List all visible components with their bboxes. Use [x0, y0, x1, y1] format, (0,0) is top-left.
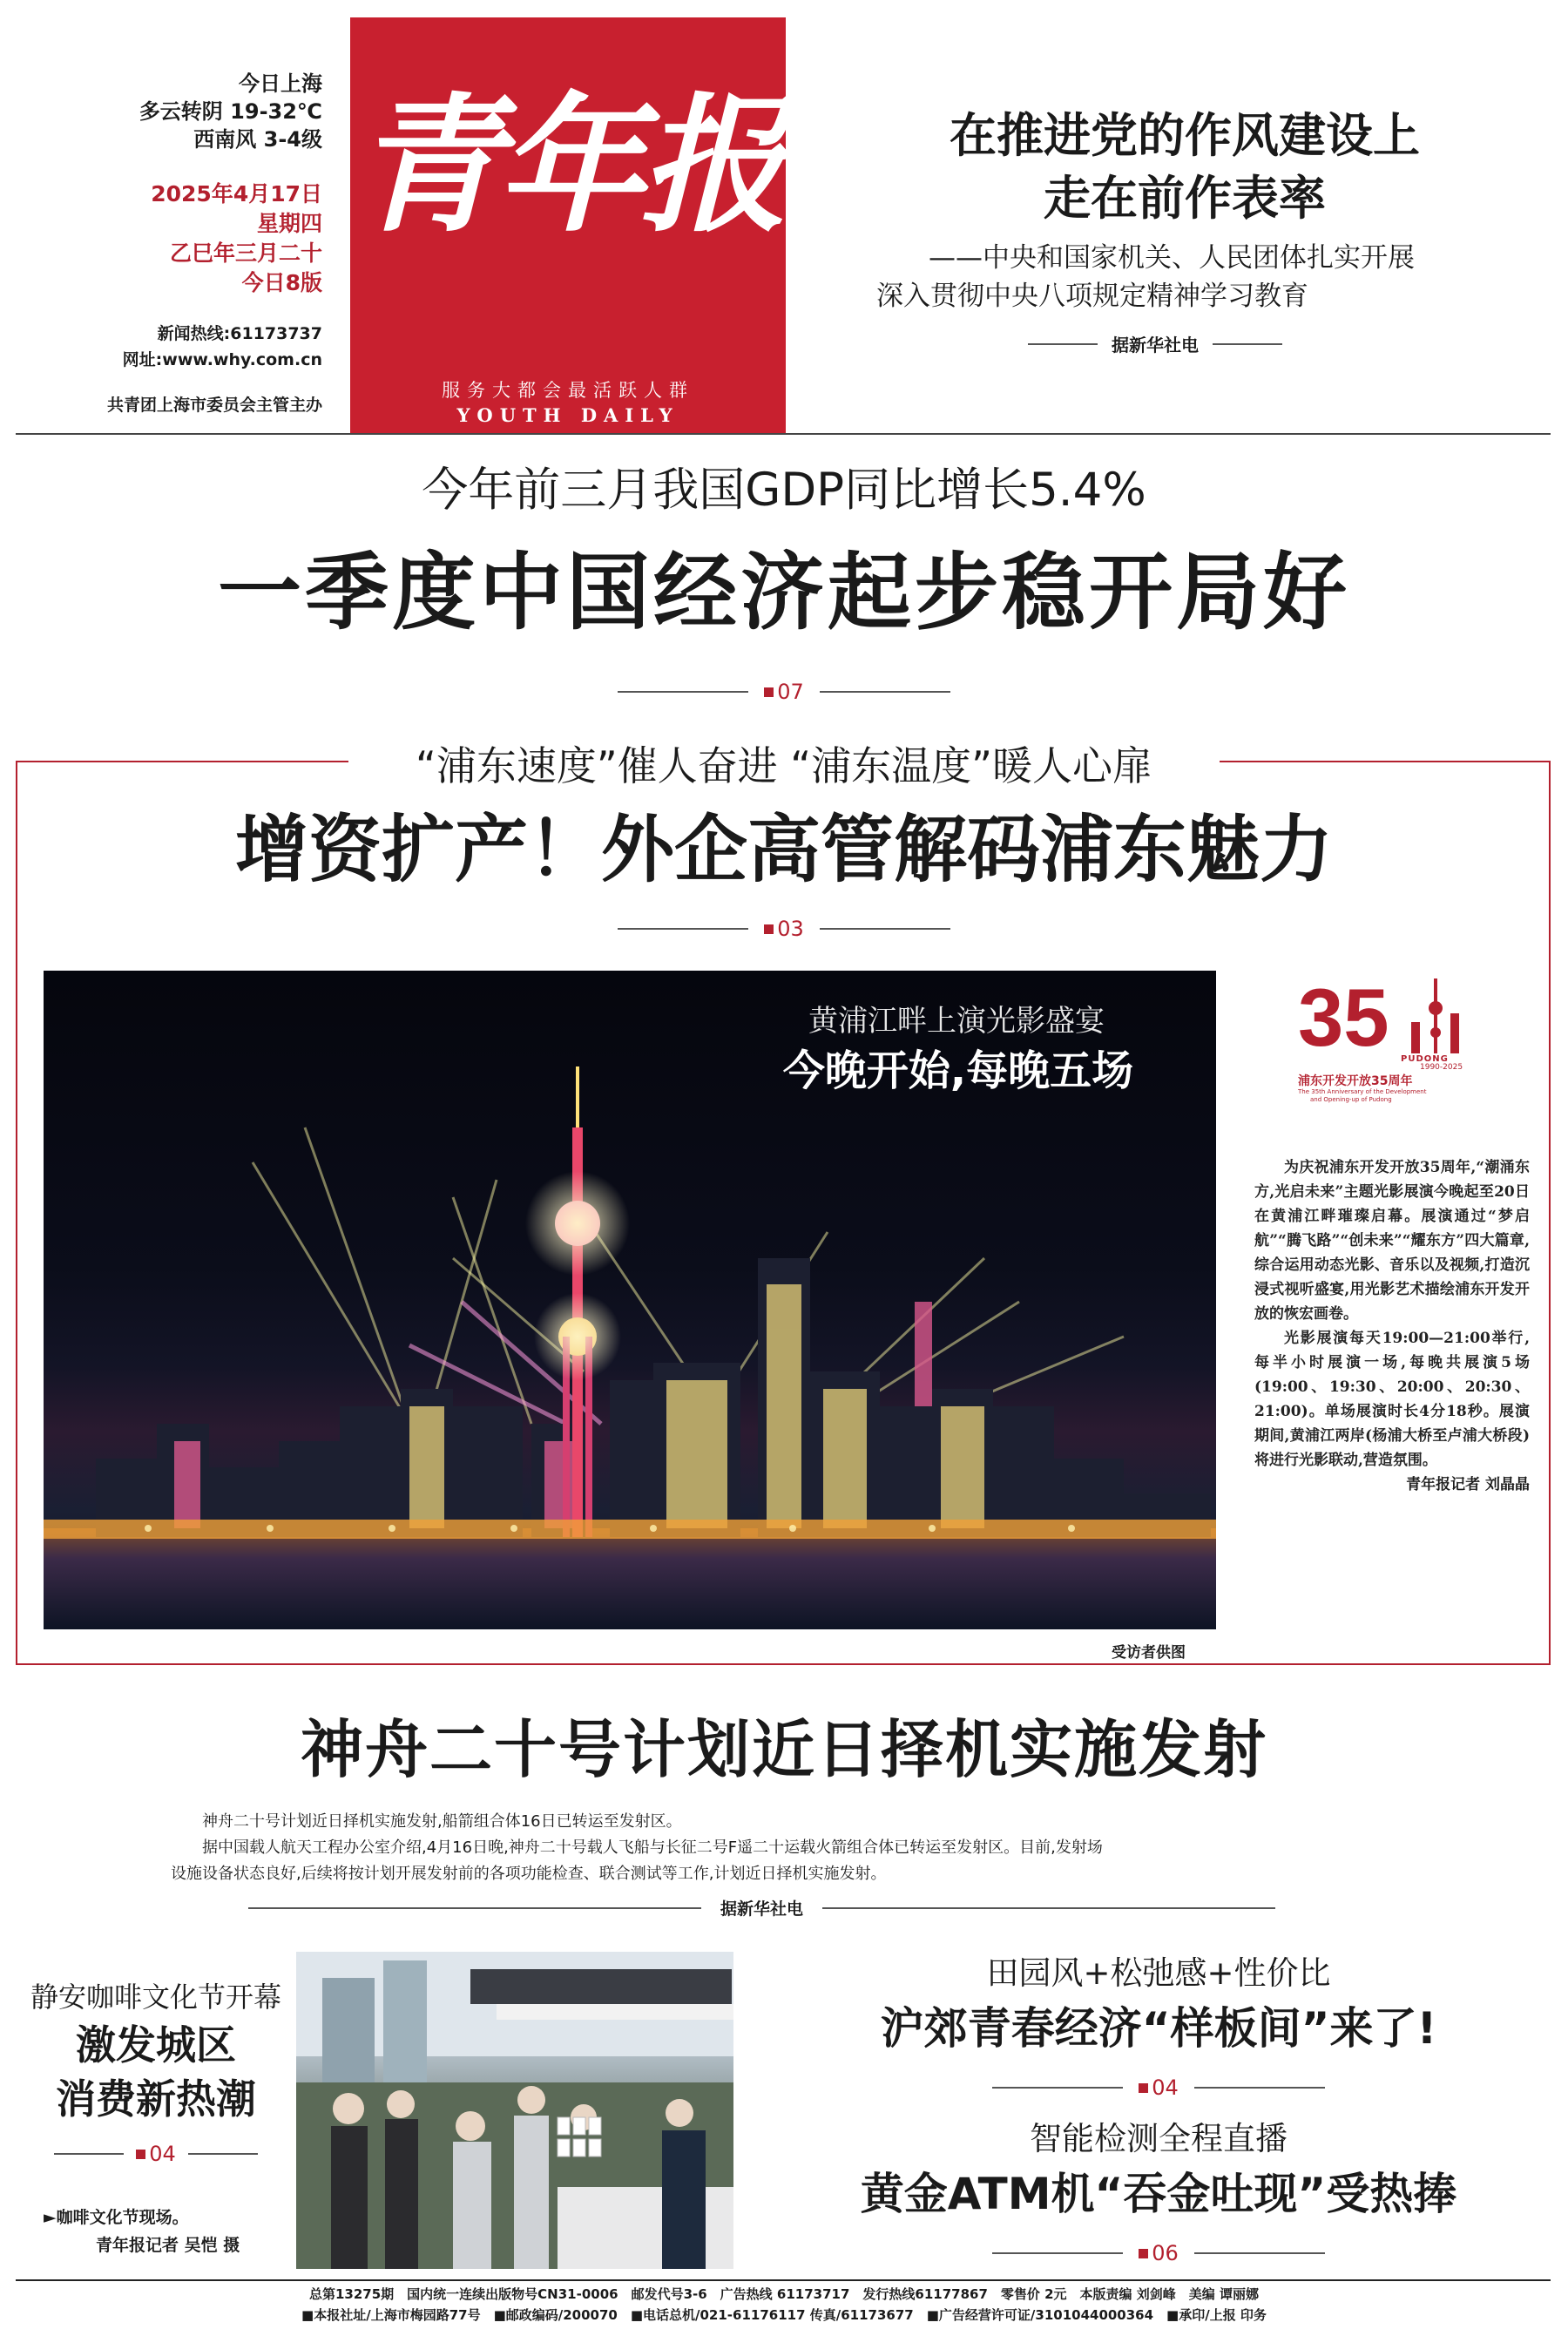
- footer-line-1: 总第13275期 国内统一连续出版物号CN31-0006 邮发代号3-6 广告热线 61173717 发行热线61177867 零售价 2元 本版责编 刘剑峰 美编 谭丽娜: [308, 2286, 1260, 2302]
- masthead-divider: [16, 433, 1551, 435]
- pudong-para-2: 光影展演每天19:00—21:00举行,每半小时展演一场,每晚共展演5场(19:00、19:30、20:00、20:30、21:00)。单场展演时长4分18秒。展演期间,黄浦江两岸(杨浦大桥至卢浦大桥段)将进行光影联动,营造氛围。: [1254, 1330, 1530, 1469]
- coffee-kicker: 静安咖啡文化节开幕: [30, 1981, 281, 2014]
- logo-english: YOUTH DAILY: [456, 404, 679, 426]
- pudong-headline[interactable]: 增资扩产！外企高管解码浦东魅力: [234, 806, 1333, 892]
- logo-en-2: and Opening-up of Pudong: [1310, 1096, 1392, 1103]
- shenzhou-source-text: 据新华社电: [720, 1899, 804, 1919]
- top-story-source-text: 据新华社电: [1112, 335, 1199, 355]
- weather-line1: 今日上海: [239, 71, 322, 96]
- coffee-headline-1: 激发城区: [76, 2021, 236, 2069]
- date-line4: 今日8版: [241, 270, 322, 295]
- pudong-page-number: 03: [777, 917, 804, 941]
- pudong-para-1: 为庆祝浦东开发开放35周年,“潮涌东方,光启未来”主题光影展演今晚起至20日在黄浦江畔璀璨启幕。展演通过“梦启航”“腾飞路”“创未来”“耀东方”四大篇章,综合运用动态光影、音乐以及视频,打造沉浸式视听盛宴,用光影艺术描绘浦东开发开放的恢宏画卷。: [1254, 1159, 1530, 1323]
- shenzhou-line-2: 据中国载人航天工程办公室介绍,4月16日晚,神舟二十号载人飞船与长征二号F遥二十运载火箭组合体已转运至发射区。目前,发射场: [202, 1838, 1103, 1857]
- gdp-page-ref[interactable]: [0, 680, 1568, 704]
- shenzhou-headline[interactable]: 神舟二十号计划近日择机实施发射: [300, 1712, 1267, 1786]
- shenzhou-line-3: 设施设备状态良好,后续将按计划开展发射前的各项功能检查、联合测试等工作,计划近日择机实施发射。: [171, 1865, 887, 1883]
- photo-caption-1: 黄浦江畔上演光影盛宴: [808, 1004, 1105, 1039]
- top-story-title-2: 走在前作表率: [1044, 171, 1326, 226]
- gdp-kicker: 今年前三月我国GDP同比增长5.4%: [422, 464, 1146, 517]
- pudong-35-logo: [1298, 974, 1490, 1114]
- photo-credit: 受访者供图: [1112, 1644, 1186, 1662]
- logo-en-1: The 35th Anniversary of the Development: [1298, 1088, 1427, 1095]
- coffee-byline: 青年报记者 吴恺 摄: [96, 2236, 240, 2255]
- coffee-headline-2: 消费新热潮: [56, 2075, 256, 2123]
- gold-atm-headline: 黄金ATM机“吞金吐现”受热捧: [860, 2169, 1457, 2219]
- hotline: 新闻热线:61173737: [157, 324, 322, 343]
- gold-atm-kicker: 智能检测全程直播: [1030, 2120, 1288, 2157]
- youth-economy-block[interactable]: [767, 1950, 1551, 2060]
- coffee-block[interactable]: [23, 1976, 289, 2126]
- youth-economy-headline: 沪郊青春经济“样板间”来了!: [880, 2003, 1437, 2054]
- date-line3: 乙巳年三月二十: [169, 240, 322, 266]
- weather-line2: 多云转阴 19-32℃: [139, 99, 322, 124]
- coffee-festival-photo: [296, 1952, 733, 2269]
- footer: [0, 2284, 1568, 2326]
- weather-line3: 西南风 3-4级: [193, 127, 322, 152]
- coffee-page-number: 04: [149, 2142, 176, 2166]
- date-line2: 星期四: [256, 211, 322, 236]
- page-marker-icon: [764, 687, 774, 697]
- website: 网址:www.why.com.cn: [122, 350, 322, 369]
- gold-atm-page-ref[interactable]: [767, 2241, 1551, 2265]
- page-marker-icon: [1139, 2249, 1148, 2258]
- coffee-crowd-illustration: [296, 1952, 733, 2269]
- logo-title: 浦东开发开放35周年: [1298, 1074, 1413, 1088]
- top-story-sub-1: ——中央和国家机关、人民团体扎实开展: [929, 242, 1415, 274]
- logo-text: 青年报: [353, 78, 782, 253]
- page-marker-icon: [764, 924, 774, 934]
- youth-economy-page-ref[interactable]: [767, 2075, 1551, 2100]
- top-story-source: [1028, 331, 1282, 356]
- pudong-kicker: “浦东速度”催人奋进 “浦东温度”暖人心扉: [416, 742, 1152, 789]
- gdp-headline[interactable]: 一季度中国经济起步稳开局好: [218, 544, 1350, 641]
- gold-atm-block[interactable]: [767, 2116, 1551, 2225]
- gdp-page-number: 07: [777, 680, 804, 704]
- logo-years: 1990-2025: [1420, 1063, 1463, 1072]
- shenzhou-body: [171, 1809, 1408, 1887]
- masthead-logo: [350, 17, 786, 434]
- top-story-sub-2: 深入贯彻中央八项规定精神学习教育: [876, 281, 1308, 312]
- pudong-page-ref[interactable]: [0, 917, 1568, 941]
- pudong-night-photo: [44, 971, 1216, 1629]
- sponsor-line: 共青团上海市委员会主管主办: [106, 396, 322, 415]
- shenzhou-source: [248, 1896, 1275, 1920]
- footer-line-2: ■本报社址/上海市梅园路77号 ■邮政编码/200070 ■电话总机/021-61176117 传真/61173677 ■广告经营许可证/3101044000364 ■承印/上报 印务: [301, 2307, 1267, 2323]
- pudong-byline: 青年报记者 刘晶晶: [1406, 1476, 1530, 1493]
- date-line1: 2025年4月17日: [151, 181, 322, 207]
- coffee-page-ref[interactable]: [23, 2142, 289, 2166]
- top-story-title-1: 在推进党的作风建设上: [950, 108, 1420, 163]
- youth-economy-kicker: 田园风+松弛感+性价比: [986, 1954, 1331, 1992]
- shenzhou-line-1: 神舟二十号计划近日择机实施发射,船箭组合体16日已转运至发射区。: [202, 1812, 682, 1831]
- pearl-tower-icon: [1402, 978, 1472, 1057]
- gold-atm-page-number: 06: [1152, 2241, 1179, 2265]
- photo-caption-2: 今晚开始,每晚五场: [782, 1046, 1134, 1095]
- footer-divider: [16, 2279, 1551, 2281]
- page-marker-icon: [136, 2150, 145, 2159]
- coffee-caption: ►咖啡文化节现场。: [44, 2208, 189, 2227]
- logo-number-35: 35: [1298, 972, 1389, 1063]
- page-marker-icon: [1139, 2083, 1148, 2093]
- logo-brand: PUDONG: [1401, 1054, 1449, 1064]
- logo-slogan: 服务大都会最活跃人群: [442, 380, 694, 401]
- youth-economy-page-number: 04: [1152, 2075, 1179, 2100]
- pudong-article: [1254, 1155, 1530, 1497]
- top-story[interactable]: [836, 105, 1533, 230]
- masthead-left: [35, 70, 322, 373]
